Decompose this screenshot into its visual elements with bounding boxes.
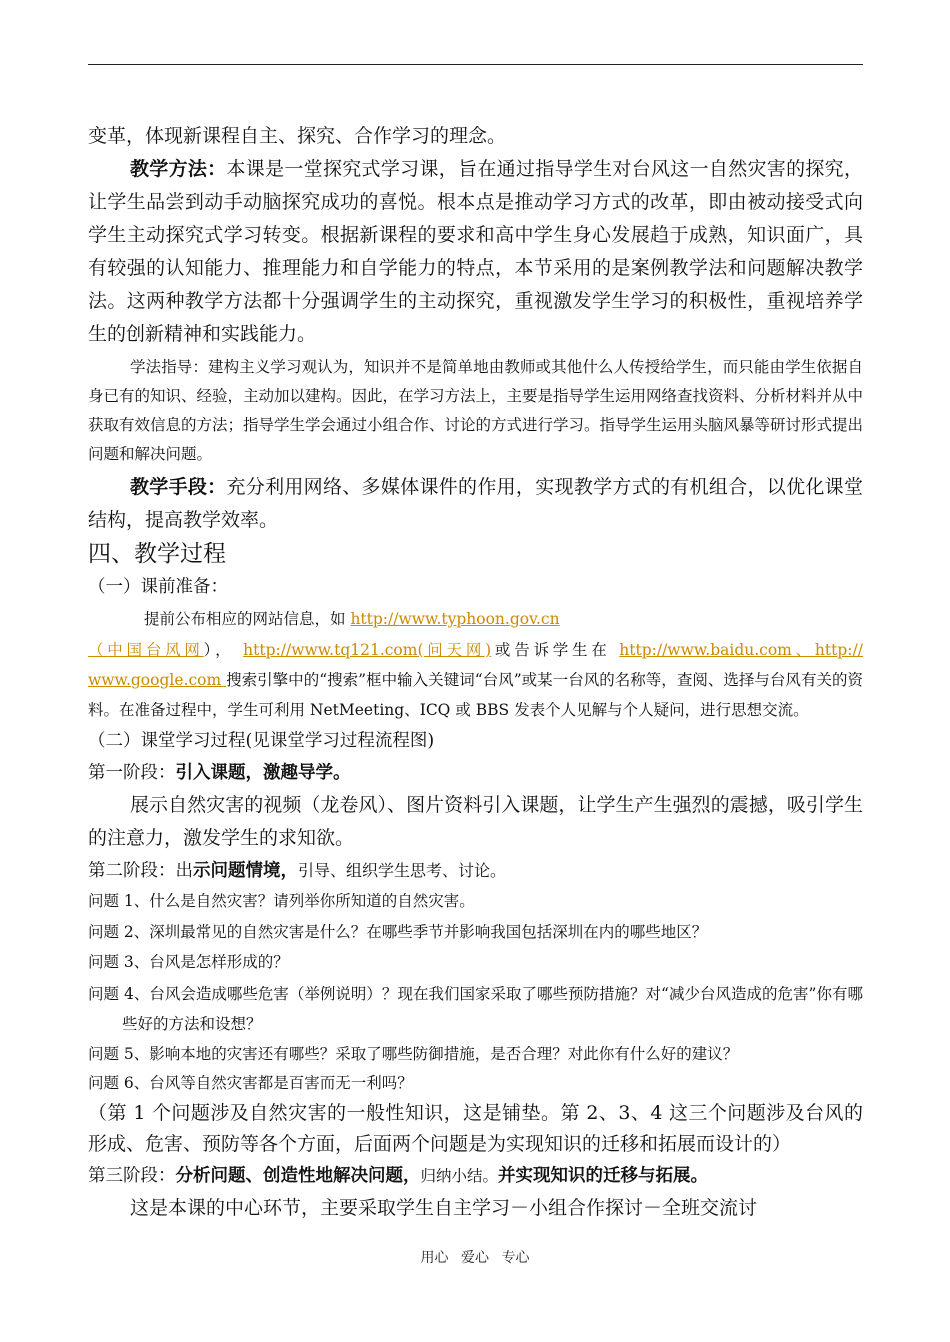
teaching-means-label: 教学手段：	[130, 476, 227, 498]
stage3-line	[88, 1160, 863, 1192]
stage2-pre: 出	[175, 861, 193, 881]
typhoon-net-name: 中国台风网	[107, 641, 204, 659]
study-guidance-paragraph: 学法指导：建构主义学习观认为，知识并不是简单地由教师或其他什么人传授给学生，而只能由学生依据自身已有的知识、经验，主动加以建构。因此，在学习方法上，主要是指导学生运用网络查找资料、分析材料并从中获取有效信息的方法；指导学生学会通过小组合作、讨论的方式进行学习。指导学生运用头脑风暴等研讨形式提出问题和解决问题。	[88, 358, 864, 463]
process-heading: （二）课堂学习过程(见课堂学习过程流程图)	[88, 731, 435, 751]
prep-details	[88, 635, 863, 725]
paren-close: ），	[203, 641, 235, 659]
section-heading: 四、教学过程	[88, 541, 226, 567]
baidu-link[interactable]: http://www.baidu.com、http://	[619, 641, 863, 659]
question-2: 问题 2、深圳最常见的自然灾害是什么？在哪些季节并影响我国包括深圳在内的哪些地区？	[88, 923, 708, 941]
teaching-means-text: 充分利用网络、多媒体课件的作用，实现教学方式的有机组合，以优化课堂结构，提高教学效率。	[88, 476, 863, 531]
prep-intro-text: 提前公布相应的网站信息，如	[144, 610, 351, 628]
stage1-title: 引入课题，激趣导学。	[175, 763, 351, 783]
paragraph-continuation: 变革，体现新课程自主、探究、合作学习的理念。	[88, 125, 507, 147]
tq121-link[interactable]: http://www.tq121.com(问天网)	[243, 641, 492, 659]
prep-heading: （一）课前准备：	[88, 577, 228, 597]
question-4: 问题 4、台风会造成哪些危害（举例说明）？现在我们国家采取了哪些预防措施？对“减少台风造成的危害”你有哪些好的方法和设想？	[88, 985, 863, 1033]
typhoon-link[interactable]: http://www.typhoon.gov.cn	[350, 610, 560, 628]
stage3-label: 第三阶段：	[88, 1166, 176, 1186]
question-5: 问题 5、影响本地的灾害还有哪些？采取了哪些防御措施，是否合理？对此你有什么好的建议？	[88, 1045, 739, 1063]
stage3-text: 这是本课的中心环节，主要采取学生自主学习－小组合作探讨－全班交流讨	[130, 1197, 758, 1219]
stage3-summary: 归纳小结。	[420, 1167, 499, 1185]
stage1-label: 第一阶段：	[88, 763, 176, 783]
prep-rest-text: 搜索引擎中的“搜索”框中输入关键词“台风”或某一台风的名称等，查阅、选择与台风有关的资料。在准备过程中，学生可利用 NetMeeting、ICQ 或 BBS 发表个人见解与个人疑问，进行思想交流。	[88, 671, 863, 719]
question-1: 问题 1、什么是自然灾害？请列举你所知道的自然灾害。	[88, 892, 475, 910]
header-rule	[88, 64, 863, 65]
stage2-line	[88, 855, 863, 887]
typhoon-net-link[interactable]	[88, 641, 204, 659]
page-footer: 用心 爱心 专心	[420, 1250, 530, 1266]
teaching-method-label: 教学方法：	[130, 158, 227, 180]
teaching-method-paragraph	[88, 153, 863, 351]
teaching-means-paragraph	[88, 471, 863, 537]
stage1-line	[88, 757, 863, 789]
question-3: 问题 3、台风是怎样形成的？	[88, 953, 289, 971]
stage2-label: 第二阶段：	[88, 861, 176, 881]
teaching-method-text: 本课是一堂探究式学习课，旨在通过指导学生对台风这一自然灾害的探究，让学生品尝到动手动脑探究成功的喜悦。根本点是推动学习方式的改革，即由被动接受式向学生主动探究式学习转变。根据新课程的要求和高中学生身心发展趋于成熟，知识面广，具有较强的认知能力、推理能力和自学能力的特点，本节采用的是案例教学法和问题解决教学法。这两种教学方法都十分强调学生的主动探究，重视激发学生学习的积极性，重视培养学生的创新精神和实践能力。	[88, 158, 863, 345]
stage3-title: 分析问题、创造性地解决问题，	[175, 1166, 421, 1186]
stage1-text: 展示自然灾害的视频（龙卷风）、图片资料引入课题，让学生产生强烈的震撼，吸引学生的注意力，激发学生的求知欲。	[88, 794, 863, 849]
questions-note: （第 1 个问题涉及自然灾害的一般性知识，这是铺垫。第 2、3、4 这三个问题涉及台风的形成、危害、预防等各个方面，后面两个问题是为实现知识的迁移和拓展而设计的）	[88, 1102, 863, 1155]
paren-open: （	[88, 641, 108, 659]
google-link[interactable]: www.google.com	[88, 671, 227, 689]
question-6: 问题 6、台风等自然灾害都是百害而无一利吗？	[88, 1074, 413, 1092]
or-tell-text: 或告诉学生在	[491, 641, 620, 659]
stage2-text: 引导、组织学生思考、讨论。	[298, 861, 507, 880]
document-body	[88, 120, 863, 1225]
stage3-title2: 并实现知识的迁移与拓展。	[498, 1166, 709, 1186]
prep-intro	[88, 603, 863, 635]
stage2-title: 示问题情境，	[193, 861, 298, 881]
